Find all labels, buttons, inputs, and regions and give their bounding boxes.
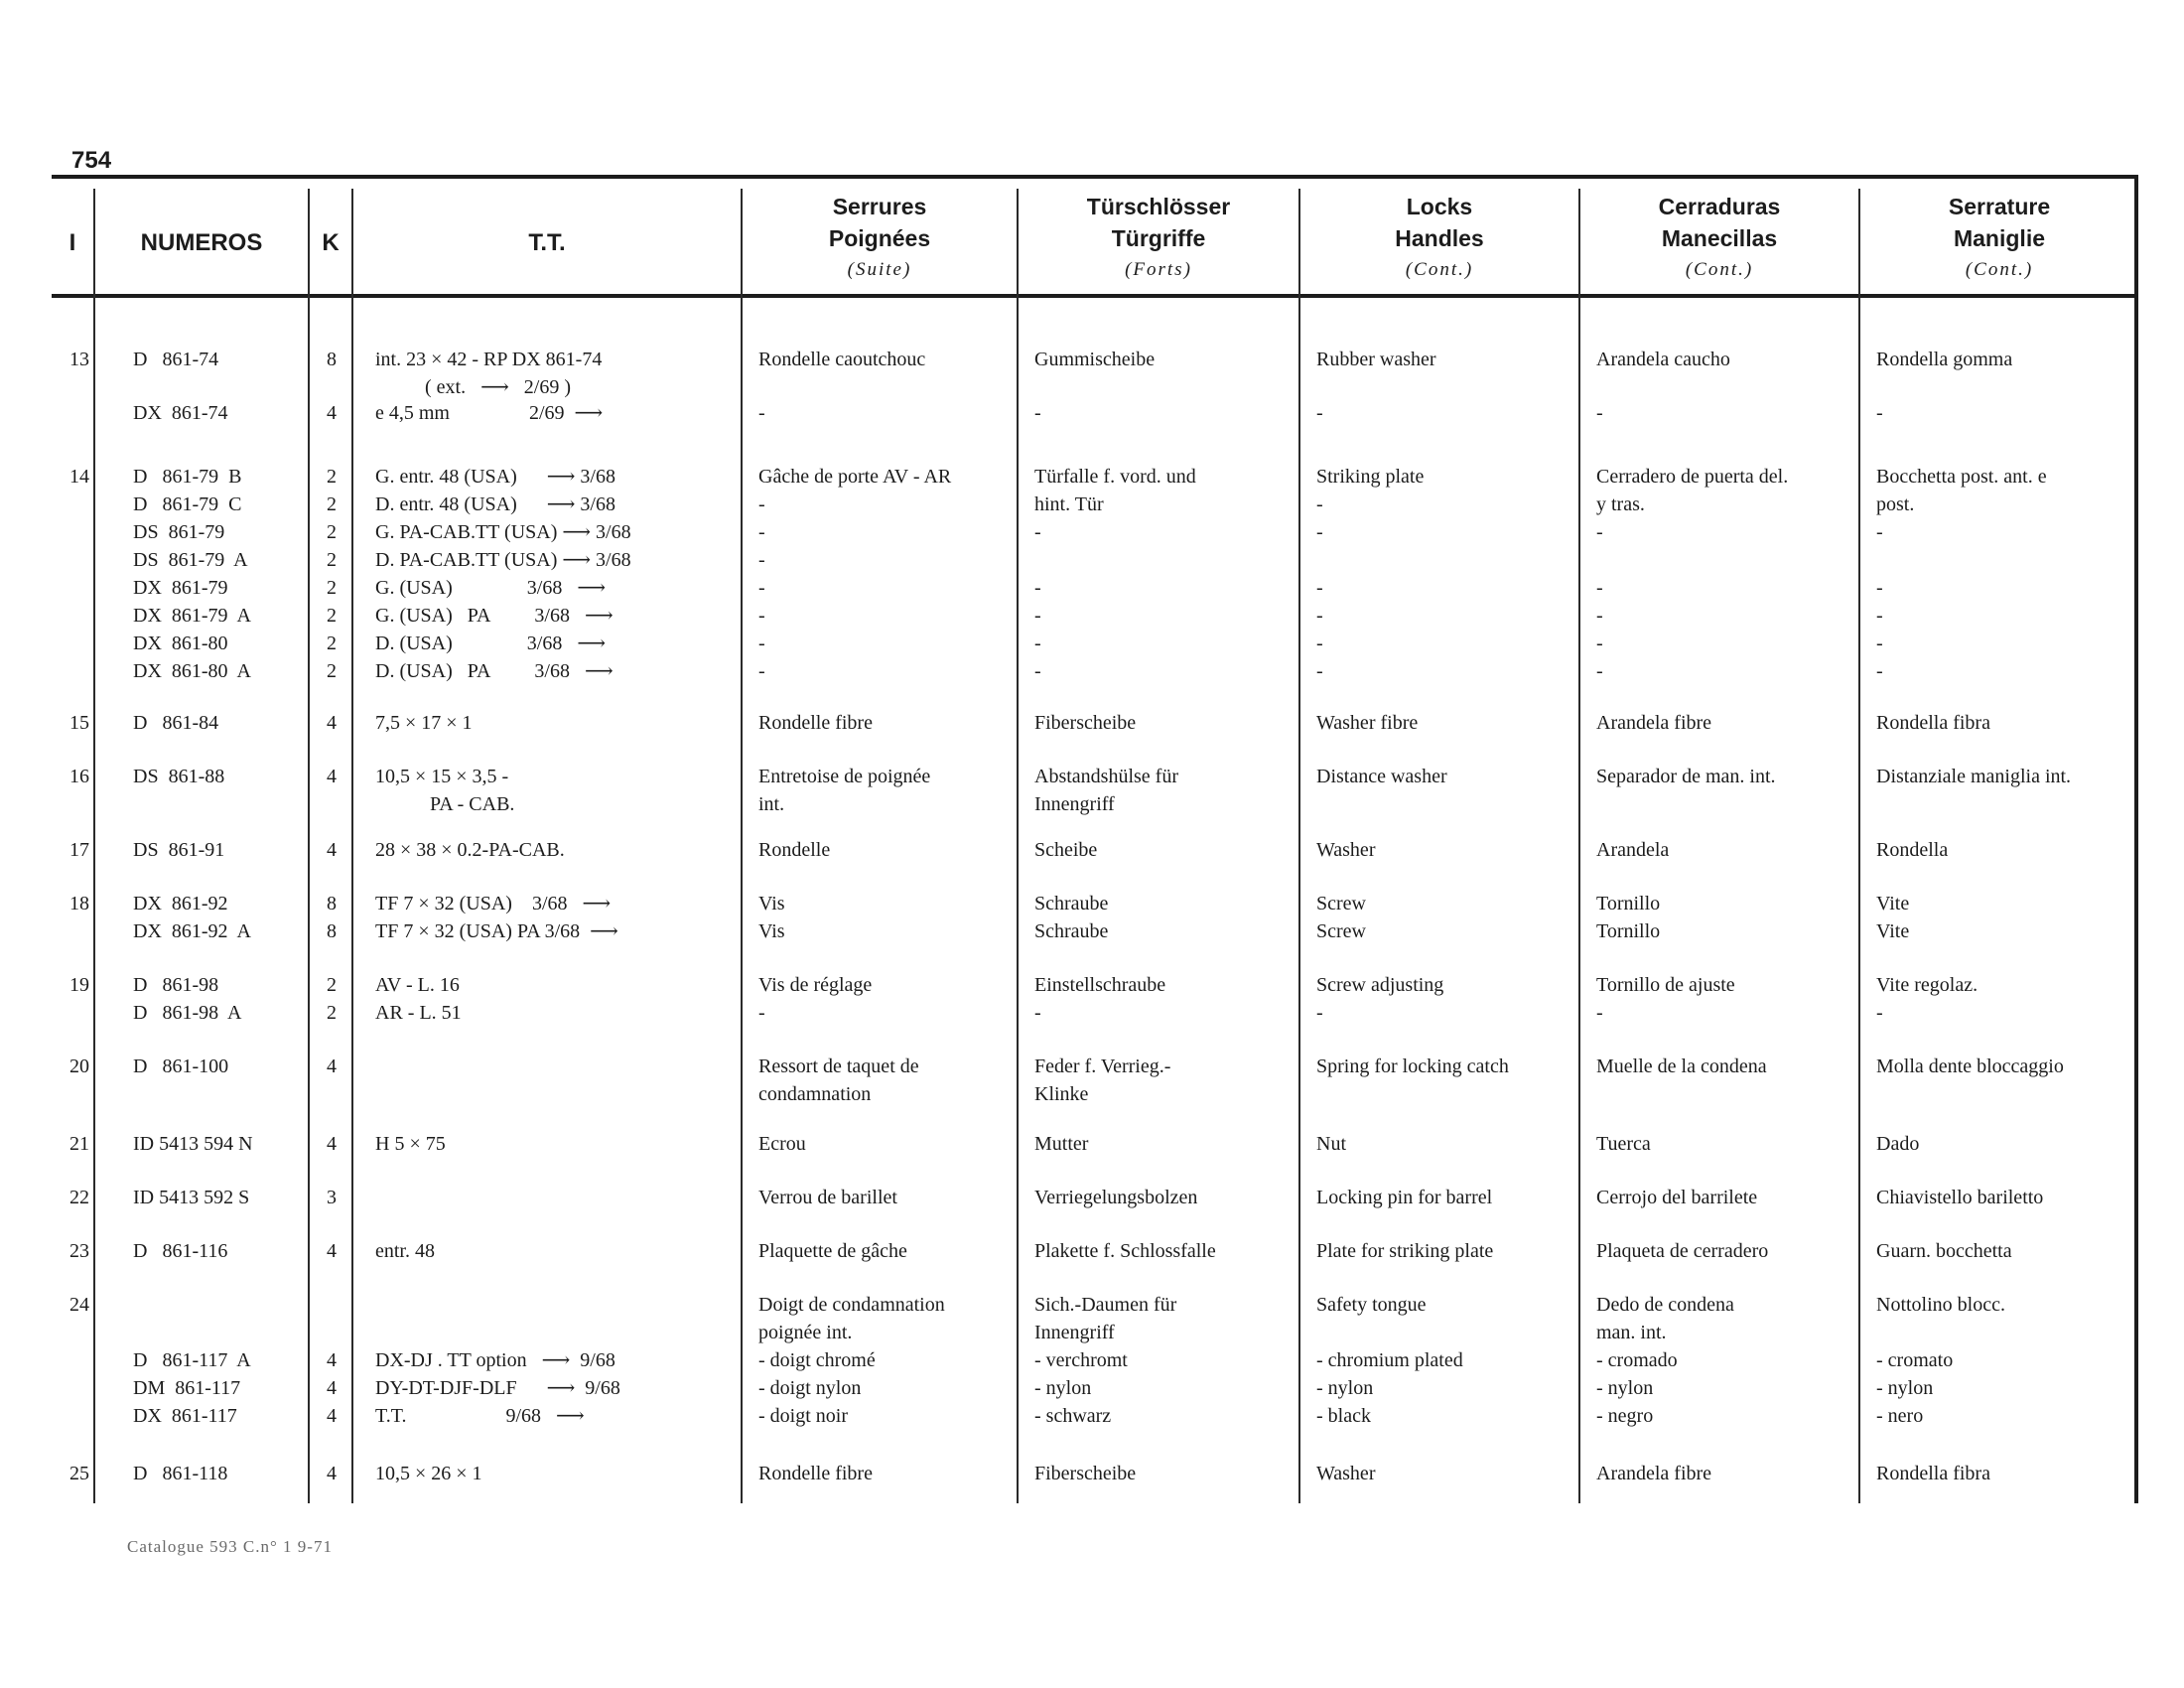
column-divider <box>1578 189 1580 1503</box>
desc-french: Verrou de barillet <box>758 1187 897 1208</box>
header-german <box>1019 189 1298 288</box>
model-info: G. entr. 48 (USA) ⟶ 3/68 D. entr. 48 (USA) ⟶ 3/68 G. PA-CAB.TT (USA) ⟶ 3/68 D. PA-CAB.TT (USA) ⟶ 3/68 G. (USA) 3/68 ⟶ G. (USA) PA 3/68 ⟶ D. (USA) 3/68 ⟶ D. (USA) PA 3/68 ⟶ <box>375 466 631 682</box>
desc-spanish: Cerrojo del barrilete <box>1596 1187 1758 1208</box>
column-divider <box>1017 189 1019 1503</box>
desc-english: Spring for locking catch <box>1316 1055 1509 1077</box>
desc-english: Screw adjusting - <box>1316 974 1444 1024</box>
desc-english: Plate for striking plate <box>1316 1240 1494 1262</box>
desc-spanish: Muelle de la condena <box>1596 1055 1767 1077</box>
header-italian-line1: Serrature <box>1948 194 2051 219</box>
header-k: K <box>322 229 340 256</box>
desc-german: Mutter <box>1034 1133 1089 1155</box>
page-number: 754 <box>71 147 112 174</box>
header-spanish-line1: Cerraduras <box>1658 194 1781 219</box>
desc-italian: Molla dente bloccaggio <box>1876 1055 2064 1077</box>
column-divider <box>351 189 353 1503</box>
desc-spanish: - <box>1596 402 1603 424</box>
desc-german: Fiberscheibe <box>1034 712 1137 734</box>
part-number: ID 5413 594 N <box>133 1133 253 1155</box>
part-number: D 861-74 <box>133 349 219 370</box>
desc-spanish: Cerradero de puerta del. y tras. - - - - - <box>1596 466 1789 682</box>
header-french-line1: Serrures <box>832 194 927 219</box>
desc-english: Rubber washer <box>1316 349 1436 370</box>
desc-french: Rondelle fibre <box>758 1463 873 1484</box>
desc-french: - <box>758 402 765 424</box>
desc-english: Washer fibre <box>1316 712 1419 734</box>
desc-english: Screw Screw <box>1316 893 1366 942</box>
desc-french: Ecrou <box>758 1133 806 1155</box>
desc-english: Washer <box>1316 1463 1376 1484</box>
part-number: D 861-79 B D 861-79 C DS 861-79 DS 861-79 A DX 861-79 DX 861-79 A DX 861-80 DX 861-80 A <box>133 466 251 682</box>
column-divider <box>1858 189 1860 1503</box>
desc-english: Distance washer <box>1316 766 1447 787</box>
header-english <box>1300 189 1578 288</box>
header-spanish-line2: Manecillas <box>1661 225 1778 251</box>
desc-spanish: Arandela <box>1596 839 1670 861</box>
header-numeros: NUMEROS <box>140 229 263 256</box>
part-number: D 861-116 <box>133 1240 228 1262</box>
desc-german: Abstandshülse für Innengriff <box>1034 766 1178 815</box>
model-info: 28 × 38 × 0.2-PA-CAB. <box>375 839 565 861</box>
model-info: 7,5 × 17 × 1 <box>375 712 473 734</box>
desc-spanish: Tuerca <box>1596 1133 1651 1155</box>
desc-spanish: Tornillo Tornillo <box>1596 893 1661 942</box>
desc-italian: Dado <box>1876 1133 1920 1155</box>
desc-german: Gummischeibe <box>1034 349 1156 370</box>
desc-french: Plaquette de gâche <box>758 1240 907 1262</box>
desc-german: Sich.-Daumen für Innengriff - verchromt - nylon - schwarz <box>1034 1294 1177 1427</box>
desc-italian: Vite Vite <box>1876 893 1910 942</box>
desc-spanish: Plaqueta de cerradero <box>1596 1240 1769 1262</box>
part-number: DS 861-91 <box>133 839 225 861</box>
quantity: 4 <box>327 1240 337 1262</box>
part-number: DX 861-92 DX 861-92 A <box>133 893 251 942</box>
header-english-line2: Handles <box>1395 225 1484 251</box>
quantity: 4 4 4 <box>327 1349 337 1427</box>
desc-italian: Rondella gomma <box>1876 349 2013 370</box>
desc-german: Verriegelungsbolzen <box>1034 1187 1198 1208</box>
row-index: 16 <box>69 766 89 787</box>
desc-spanish: Dedo de condena man. int. - cromado - nylon - negro <box>1596 1294 1734 1427</box>
desc-spanish: Tornillo de ajuste - <box>1596 974 1735 1024</box>
desc-german: Schraube Schraube <box>1034 893 1109 942</box>
desc-german: Scheibe <box>1034 839 1098 861</box>
header-tt: T.T. <box>528 229 566 256</box>
model-info: 10,5 × 15 × 3,5 - PA - CAB. <box>375 766 515 815</box>
quantity: 4 <box>327 1133 337 1155</box>
model-info: 10,5 × 26 × 1 <box>375 1463 482 1484</box>
desc-german: Feder f. Verrieg.- Klinke <box>1034 1055 1171 1105</box>
model-info: int. 23 × 42 - RP DX 861-74 ( ext. ⟶ 2/69 ) <box>375 349 603 398</box>
desc-italian: Bocchetta post. ant. e post. - - - - - <box>1876 466 2047 682</box>
part-number: D 861-117 A DM 861-117 DX 861-117 <box>133 1349 251 1427</box>
row-index: 19 <box>69 974 89 996</box>
quantity: 4 <box>327 766 337 787</box>
quantity: 8 <box>327 349 337 370</box>
desc-german: Fiberscheibe <box>1034 1463 1137 1484</box>
model-info: AV - L. 16 AR - L. 51 <box>375 974 462 1024</box>
desc-french: Ressort de taquet de condamnation <box>758 1055 919 1105</box>
desc-spanish: Arandela fibre <box>1596 1463 1712 1484</box>
row-index: 18 <box>69 893 89 914</box>
desc-french: Gâche de porte AV - AR - - - - - - - <box>758 466 952 682</box>
quantity: 2 2 <box>327 974 337 1024</box>
desc-spanish: Separador de man. int. <box>1596 766 1776 787</box>
header-french-sub: (Suite) <box>847 259 912 280</box>
part-number: D 861-118 <box>133 1463 228 1484</box>
model-info: DX-DJ . TT option ⟶ 9/68 DY-DT-DJF-DLF ⟶ 9/68 T.T. 9/68 ⟶ <box>375 1349 620 1427</box>
row-index: 24 <box>69 1294 89 1316</box>
header-english-line1: Locks <box>1406 194 1473 219</box>
desc-spanish: Arandela fibre <box>1596 712 1712 734</box>
part-number: DX 861-74 <box>133 402 228 424</box>
model-info: TF 7 × 32 (USA) 3/68 ⟶ TF 7 × 32 (USA) PA 3/68 ⟶ <box>375 893 618 942</box>
desc-french: Rondelle fibre <box>758 712 873 734</box>
part-number: D 861-100 <box>133 1055 229 1077</box>
header-french <box>743 189 1017 288</box>
desc-english: Safety tongue - chromium plated - nylon - black <box>1316 1294 1463 1427</box>
desc-french: Doigt de condamnation poignée int. - doigt chromé - doigt nylon - doigt noir <box>758 1294 945 1427</box>
desc-italian: Nottolino blocc. - cromato - nylon - nero <box>1876 1294 2005 1427</box>
header-german-line1: Türschlösser <box>1086 194 1231 219</box>
desc-italian: Vite regolaz. - <box>1876 974 1979 1024</box>
quantity: 8 8 <box>327 893 337 942</box>
quantity: 4 <box>327 1055 337 1077</box>
desc-french: Rondelle <box>758 839 831 861</box>
part-number: ID 5413 592 S <box>133 1187 250 1208</box>
desc-english: Striking plate - - - - - - <box>1316 466 1425 682</box>
desc-italian: Rondella fibra <box>1876 712 1990 734</box>
desc-italian: Distanziale maniglia int. <box>1876 766 2072 787</box>
column-divider <box>308 189 310 1503</box>
row-index: 20 <box>69 1055 89 1077</box>
desc-german: Plakette f. Schlossfalle <box>1034 1240 1216 1262</box>
row-index: 22 <box>69 1187 89 1208</box>
row-index: 14 <box>69 466 89 488</box>
row-index: 17 <box>69 839 89 861</box>
catalogue-footer: Catalogue 593 C.n° 1 9-71 <box>127 1537 333 1556</box>
desc-english: - <box>1316 402 1323 424</box>
desc-german: Türfalle f. vord. und hint. Tür - - - - - <box>1034 466 1196 682</box>
row-index: 21 <box>69 1133 89 1155</box>
quantity: 4 <box>327 839 337 861</box>
desc-italian: Rondella fibra <box>1876 1463 1990 1484</box>
header-italian-line2: Maniglie <box>1953 225 2045 251</box>
model-info: H 5 × 75 <box>375 1133 446 1155</box>
desc-italian: Chiavistello bariletto <box>1876 1187 2044 1208</box>
header-spanish-sub: (Cont.) <box>1685 259 1754 280</box>
model-info: entr. 48 <box>375 1240 435 1262</box>
part-number: D 861-98 D 861-98 A <box>133 974 242 1024</box>
header-i: I <box>68 229 76 256</box>
quantity: 3 <box>327 1187 337 1208</box>
column-divider <box>741 189 743 1503</box>
desc-german: Einstellschraube - <box>1034 974 1166 1024</box>
desc-english: Locking pin for barrel <box>1316 1187 1493 1208</box>
desc-french: Vis de réglage - <box>758 974 873 1024</box>
row-index: 13 <box>69 349 89 370</box>
row-index: 23 <box>69 1240 89 1262</box>
quantity: 2 2 2 2 2 2 2 2 <box>327 466 337 682</box>
desc-italian: Rondella <box>1876 839 1949 861</box>
header-spanish <box>1580 189 1858 288</box>
quantity: 4 <box>327 1463 337 1484</box>
desc-italian: - <box>1876 402 1883 424</box>
header-german-sub: (Forts) <box>1125 259 1192 280</box>
desc-english: Washer <box>1316 839 1376 861</box>
header-english-sub: (Cont.) <box>1405 259 1474 280</box>
desc-english: Nut <box>1316 1133 1346 1155</box>
column-divider <box>1298 189 1300 1503</box>
header-italian-sub: (Cont.) <box>1965 259 2034 280</box>
desc-french: Vis Vis <box>758 893 785 942</box>
desc-french: Entretoise de poignée int. <box>758 766 931 815</box>
header-italian <box>1860 189 2138 288</box>
desc-german: - <box>1034 402 1041 424</box>
desc-spanish: Arandela caucho <box>1596 349 1730 370</box>
part-number: DS 861-88 <box>133 766 225 787</box>
row-index: 25 <box>69 1463 89 1484</box>
desc-french: Rondelle caoutchouc <box>758 349 926 370</box>
row-index: 15 <box>69 712 89 734</box>
quantity: 4 <box>327 712 337 734</box>
header-german-line2: Türgriffe <box>1111 225 1206 251</box>
model-info: e 4,5 mm 2/69 ⟶ <box>375 402 604 424</box>
header-french-line2: Poignées <box>828 225 931 251</box>
part-number: D 861-84 <box>133 712 219 734</box>
desc-italian: Guarn. bocchetta <box>1876 1240 2012 1262</box>
quantity: 4 <box>327 402 337 424</box>
